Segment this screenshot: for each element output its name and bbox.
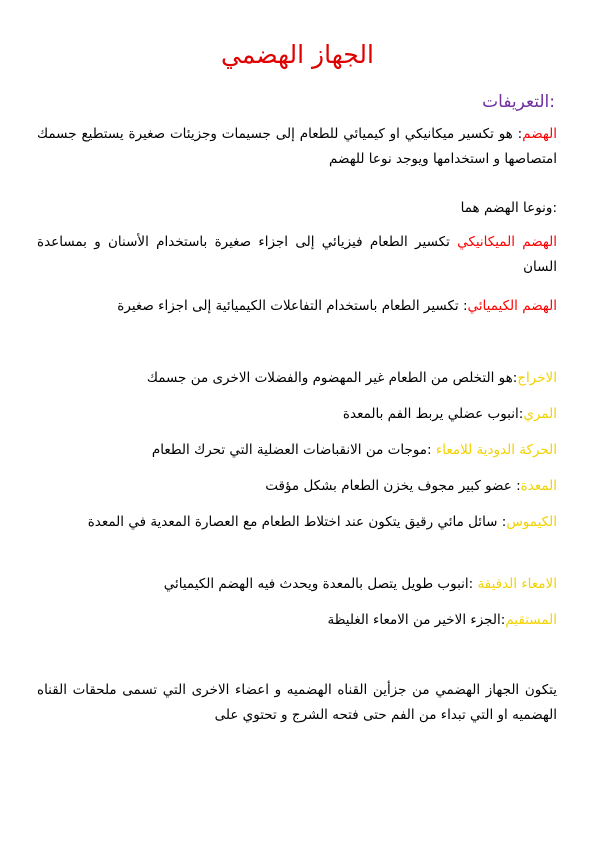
definition-mechanical (37, 230, 557, 280)
definition-esophagus (37, 402, 557, 427)
section-heading: :التعريفات (482, 92, 555, 112)
definition-chemical-text: : تكسير الطعام باستخدام التفاعلات الكيميائية إلى اجزاء صغيرة (117, 298, 468, 314)
definition-chyme-text: : سائل مائي رقيق يتكون عند اختلاط الطعام مع العصارة المعدية في المعدة (87, 514, 507, 530)
definition-small-intestine-text: :انبوب طويل يتصل بالمعدة ويحدث فيه الهضم الكيميائي (163, 576, 478, 592)
digestion-types-intro: :ونوعا الهضم هما (460, 200, 557, 216)
definition-digestion-text: : هو تكسير ميكانيكي او كيميائي للطعام إلى جسيمات وجزيئات صغيرة يستطيع جسمك امتصاصها و استخدامها ويوجد نوعا للهضم (37, 126, 557, 167)
term-rectum: المستقيم (505, 612, 557, 628)
term-digestion: الهضم (522, 126, 557, 142)
definition-rectum-text: :الجزء الاخير من الامعاء الغليظة (327, 612, 506, 628)
term-small-intestine: الامعاء الدقيقة (477, 576, 557, 592)
definition-digestion (37, 122, 557, 172)
page-title: الجهاز الهضمي (221, 40, 374, 69)
term-esophagus: المري (523, 406, 557, 422)
definition-stomach-text: : عضو كبير مجوف يخزن الطعام بشكل مؤقت (265, 478, 521, 494)
definition-chyme (37, 510, 557, 535)
definition-excretion (37, 366, 557, 391)
definition-rectum (37, 608, 557, 633)
definition-small-intestine (37, 572, 557, 597)
definition-excretion-text: :هو التخلص من الطعام غير المهضوم والفضلات الاخرى من جسمك (146, 370, 518, 386)
definition-stomach (37, 474, 557, 499)
term-chyme: الكيموس (506, 514, 557, 530)
definition-esophagus-text: :انبوب عضلي يربط الفم بالمعدة (342, 406, 524, 422)
term-peristalsis: الحركة الدودية للامعاء (435, 442, 557, 458)
term-mechanical: الهضم الميكانيكي (457, 234, 558, 250)
definition-chemical (37, 294, 557, 319)
definition-peristalsis (37, 438, 557, 463)
definition-peristalsis-text: :موجات من الانقباضات العضلية التي تحرك الطعام (151, 442, 436, 458)
definition-mechanical-text: تكسير الطعام فيزيائي إلى اجزاء صغيرة باستخدام الأسنان و بمساعدة السان (37, 234, 557, 275)
term-chemical: الهضم الكيميائي (467, 298, 557, 314)
closing-paragraph: يتكون الجهاز الهضمي من جزأين القناه الهضميه و اعضاء الاخرى التي تسمى ملحقات القناه الهضميه او التي تبداء من الفم حتى فتحه الشرج و تحتوي على (37, 682, 557, 723)
term-excretion: الاخراج (517, 370, 557, 386)
term-stomach: المعدة (520, 478, 557, 494)
